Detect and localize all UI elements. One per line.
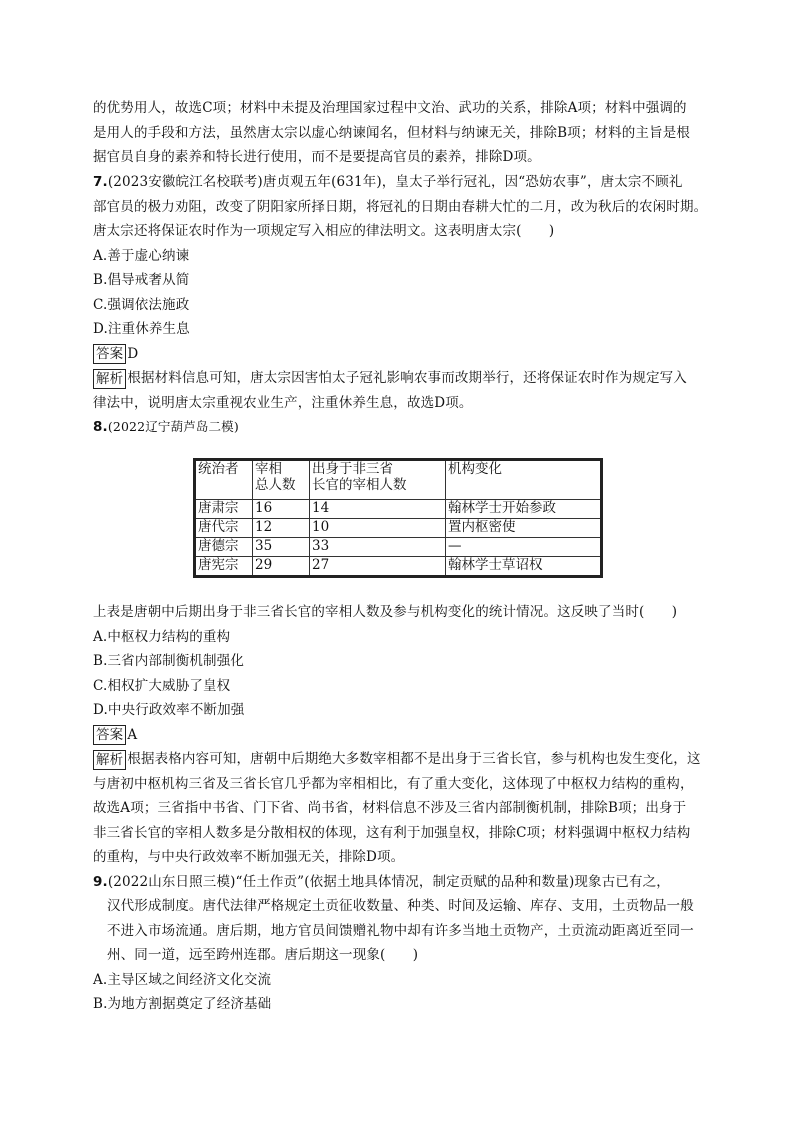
answer-value: A bbox=[127, 726, 138, 743]
header-line: 总人数 bbox=[255, 477, 296, 493]
answer-value: D bbox=[127, 345, 139, 362]
option-b: B.倡导戒奢从简 bbox=[93, 272, 190, 288]
analysis-line: 根据表格内容可知，唐朝中后期绝大多数宰相都不是出身于三省长官，参与机构也发生变化，这 bbox=[127, 751, 701, 767]
table-cell: 唐代宗 bbox=[195, 519, 253, 538]
table-cell: 翰林学士开始参政 bbox=[446, 500, 602, 519]
question-stem-line: 部官员的极力劝阻，改变了阴阳家所择日期，将冠礼的日期由春耕大忙的二月，改为秋后的农闲时期。 bbox=[93, 198, 708, 215]
option-c: C.相权扩大威胁了皇权 bbox=[93, 677, 231, 694]
intro-line: 的优势用人，故选C项；材料中未提及治理国家过程中文治、武功的关系，排除A项；材料中强调的 bbox=[93, 100, 687, 116]
question-number: 7. bbox=[93, 174, 108, 190]
table-cell: — bbox=[446, 538, 602, 557]
question-7 bbox=[93, 170, 707, 440]
analysis-line: 的重构，与中央行政效率不断加强无关，排除D项。 bbox=[93, 849, 405, 865]
table-row bbox=[195, 538, 602, 557]
table-row bbox=[195, 500, 602, 519]
table-cell: 唐肃宗 bbox=[195, 500, 253, 519]
analysis-line: 与唐初中枢机构三省及三省长官几乎都为宰相相比，有了重大变化，这体现了中枢权力结构的重构， bbox=[93, 775, 694, 792]
option-d: D.中央行政效率不断加强 bbox=[93, 702, 245, 718]
analysis-line: 非三省长官的宰相人数多是分散相权的体现，这有利于加强皇权，排除C项；材料强调中枢权力结构 bbox=[93, 824, 691, 841]
header-line: 出身于非三省 bbox=[312, 461, 393, 477]
analysis-tag: 解析 bbox=[93, 369, 126, 389]
analysis-tag: 解析 bbox=[93, 750, 126, 770]
table-row bbox=[195, 557, 602, 577]
question-stem-line: (2022山东日照三模)“任土作贡”(依据土地具体情况，制定贡赋的品种和数量)现象古已有之， bbox=[107, 873, 670, 890]
table-cell: 27 bbox=[310, 557, 446, 577]
table-cell: 33 bbox=[310, 538, 446, 557]
question-number: 8. bbox=[93, 419, 108, 435]
table-header: 统治者 bbox=[195, 460, 253, 500]
table-cell: 35 bbox=[253, 538, 310, 557]
header-line: 长官的宰相人数 bbox=[312, 477, 407, 493]
intro-block bbox=[93, 96, 690, 170]
answer-tag: 答案 bbox=[93, 344, 126, 364]
table-cell: 翰林学士草诏权 bbox=[446, 557, 602, 577]
question-number: 9. bbox=[93, 873, 108, 890]
intro-line: 据官员自身的素养和特长进行使用，而不是要提高官员的素养，排除D项。 bbox=[93, 149, 541, 165]
question-stem-line: 不进入市场流通。唐后期，地方官员间馈赠礼物中却有许多当地土贡物产，土贡流动距离近至同一 bbox=[107, 922, 694, 939]
option-a: A.中枢权力结构的重构 bbox=[93, 628, 231, 645]
option-a: A.主导区域之间经济文化交流 bbox=[93, 971, 272, 988]
table-cell: 唐宪宗 bbox=[195, 557, 253, 577]
intro-line: 是用人的手段和方法，虽然唐太宗以虚心纳谏闻名，但材料与纳谏无关，排除B项；材料的主旨是根 bbox=[93, 124, 691, 141]
table-cell: 29 bbox=[253, 557, 310, 577]
question-8 bbox=[93, 600, 701, 1017]
option-b: B.为地方割据奠定了经济基础 bbox=[93, 996, 272, 1012]
table-cell: 置内枢密使 bbox=[446, 519, 602, 538]
question-stem-line: 上表是唐朝中后期出身于非三省长官的宰相人数及参与机构变化的统计情况。这反映了当时( ) bbox=[93, 604, 678, 620]
answer-tag: 答案 bbox=[93, 725, 126, 745]
option-d: D.注重休养生息 bbox=[93, 321, 190, 337]
option-a: A.善于虚心纳谏 bbox=[93, 247, 190, 264]
question-stem-line: (2023安徽皖江名校联考)唐贞观五年(631年)，皇太子举行冠礼，因“恐妨农事”，唐太宗不顾礼 bbox=[107, 174, 683, 190]
table-cell: 唐德宗 bbox=[195, 538, 253, 557]
table-cell: 12 bbox=[253, 519, 310, 538]
question-stem-line: 汉代形成制度。唐代法律严格规定土贡征收数量、种类、时间及运输、库存、支用，土贡物品一般 bbox=[107, 898, 694, 914]
option-c: C.强调依法施政 bbox=[93, 296, 190, 313]
question-source: (2022辽宁葫芦岛二模) bbox=[107, 419, 239, 434]
table-cell: 14 bbox=[310, 500, 446, 519]
table-header: 机构变化 bbox=[446, 460, 602, 500]
question-stem-line: 唐太宗还将保证农时作为一项规定写入相应的律法明文。这表明唐太宗( ) bbox=[93, 223, 555, 239]
analysis-line: 故选A项；三省指中书省、门下省、尚书省，材料信息不涉及三省内部制衡机制，排除B项；出身于 bbox=[93, 800, 687, 816]
option-b: B.三省内部制衡机制强化 bbox=[93, 653, 245, 669]
table-cell: 16 bbox=[253, 500, 310, 519]
table-cell: 10 bbox=[310, 519, 446, 538]
analysis-line: 根据材料信息可知，唐太宗因害怕太子冠礼影响农事而改期举行，还将保证农时作为规定写入 bbox=[127, 370, 687, 386]
table-header bbox=[253, 460, 310, 500]
header-line: 宰相 bbox=[255, 461, 282, 477]
table-header bbox=[310, 460, 446, 500]
table-row bbox=[195, 519, 602, 538]
analysis-line: 律法中，说明唐太宗重视农业生产，注重休养生息，故选D项。 bbox=[93, 394, 473, 411]
question-stem-line: 州、同一道，远至跨州连郡。唐后期这一现象( ) bbox=[107, 947, 419, 963]
statistics-table bbox=[193, 458, 603, 578]
